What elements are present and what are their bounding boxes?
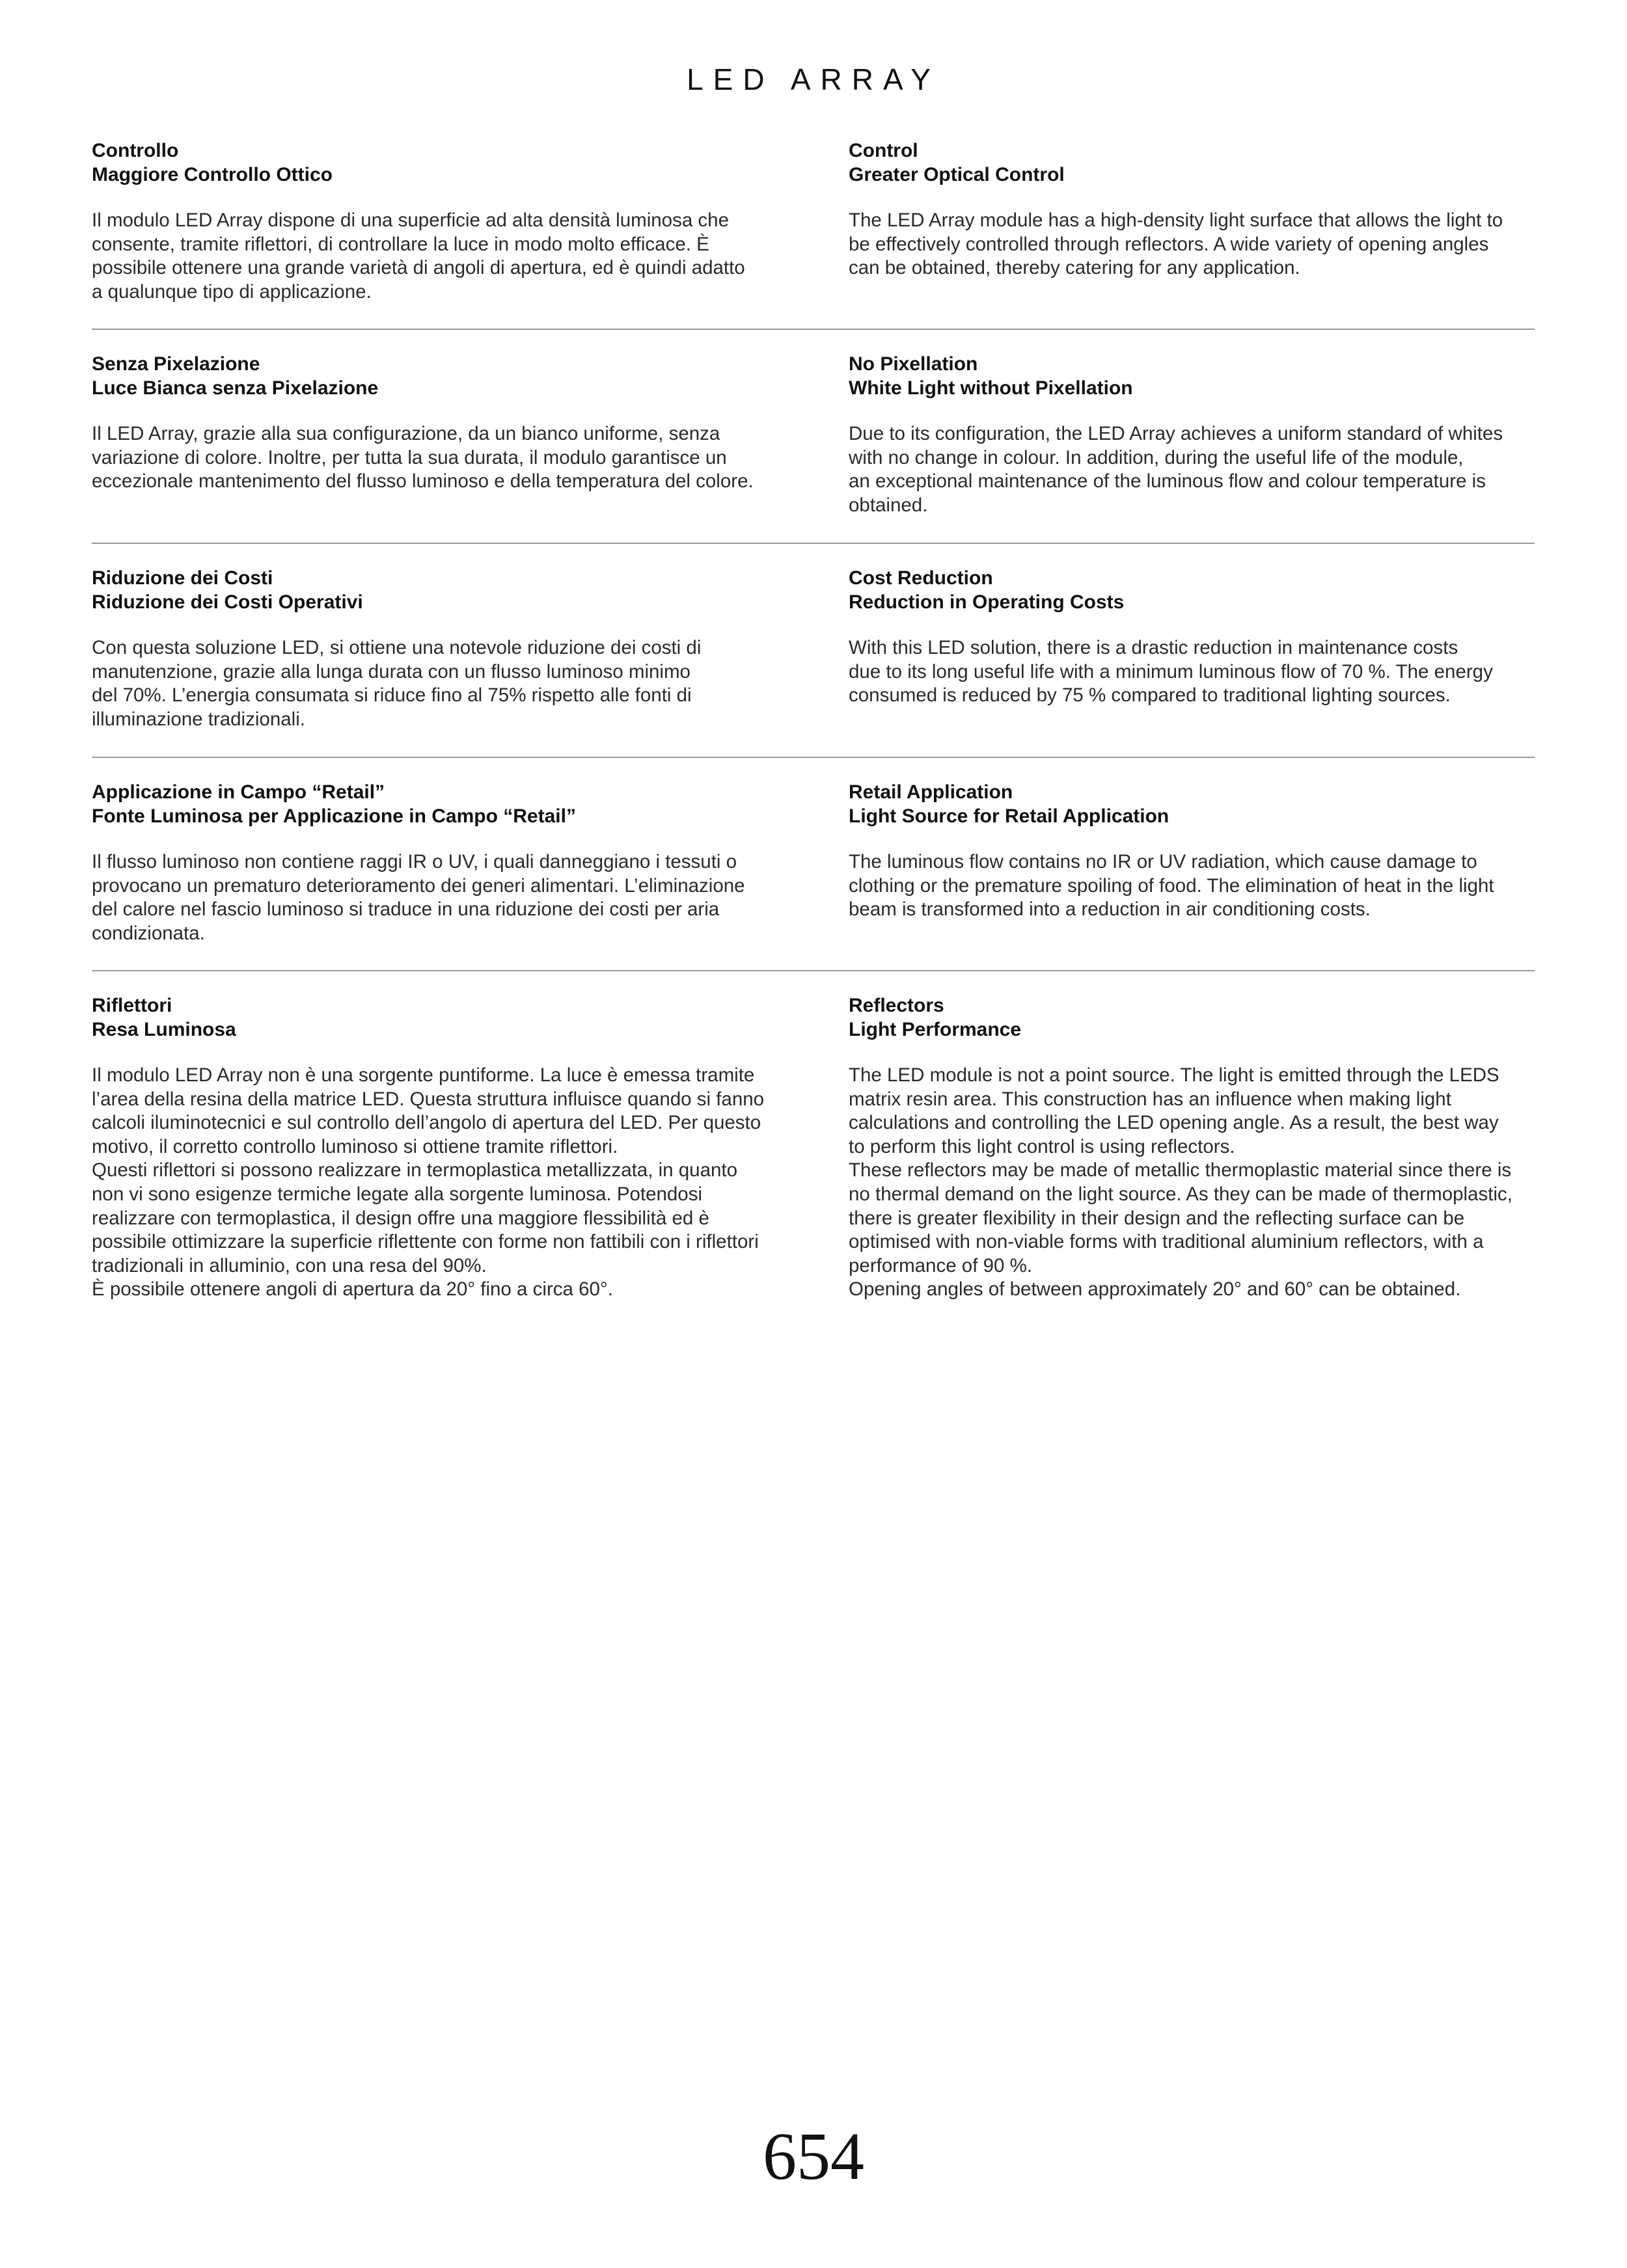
- section-heading: Applicazione in Campo “Retail”: [92, 781, 385, 803]
- section-subheading: Resa Luminosa: [92, 1019, 236, 1040]
- section-heading: Riduzione dei Costi: [92, 567, 273, 589]
- page-number: 654: [763, 2119, 864, 2194]
- section-body: The LED Array module has a high-density light surface that allows the light to be effectively controlled through reflectors. A wide variety of opening angles can be obtained, thereby catering for any application.: [849, 209, 1503, 279]
- column-english: [849, 139, 1532, 280]
- section-heading: Reflectors: [849, 995, 944, 1016]
- section-body: Il modulo LED Array dispone di una superficie ad alta densità luminosa che consente, tramite riflettori, di controllare la luce in modo molto efficace. È possibile ottenere una grande varietà di angoli di apertura, ed è quindi adatto a qualunque tipo di applicazione.: [92, 209, 745, 303]
- section-subheading: Light Source for Retail Application: [849, 805, 1169, 827]
- section-heading: Riflettori: [92, 995, 172, 1016]
- column-english: [849, 352, 1532, 517]
- section-heading: Controllo: [92, 140, 179, 161]
- column-italian: [92, 352, 775, 494]
- column-english: [849, 566, 1532, 708]
- section-body: Il flusso luminoso non contiene raggi IR o UV, i quali danneggiano i tessuti o provocano un prematuro deterioramento dei generi alimentari. L’eliminazione del calore nel fascio luminoso si traduce in una riduzione dei costi per aria condizionata.: [92, 851, 745, 944]
- column-italian: [92, 780, 775, 945]
- section-body: Con questa soluzione LED, si ottiene una notevole riduzione dei costi di manutenzione, grazie alla lunga durata con un flusso luminoso minimo del 70%. L’energia consumata si riduce fino al 75% rispetto alle fonti di illuminazione tradizionali.: [92, 637, 702, 730]
- section-divider: [92, 543, 1535, 544]
- section-subheading: Maggiore Controllo Ottico: [92, 164, 333, 185]
- column-italian: [92, 993, 775, 1302]
- section-body: Due to its configuration, the LED Array achieves a uniform standard of whites with no change in colour. In addition, during the useful life of the module, an exceptional maintenance of the luminous flow and colour temperature is obtained.: [849, 423, 1503, 516]
- section-body: Il LED Array, grazie alla sua configurazione, da un bianco uniforme, senza variazione di colore. Inoltre, per tutta la sua durata, il modulo garantisce un eccezionale mantenimento del flusso luminoso e della temperatura del colore.: [92, 423, 754, 493]
- section-body: The luminous flow contains no IR or UV radiation, which cause damage to clothing or the premature spoiling of food. The elimination of heat in the light beam is transformed into a reduction in air conditioning costs.: [849, 851, 1494, 921]
- section-heading: No Pixellation: [849, 353, 978, 375]
- section-heading: Cost Reduction: [849, 567, 993, 589]
- section-subheading: Reduction in Operating Costs: [849, 591, 1125, 613]
- section-body: With this LED solution, there is a drastic reduction in maintenance costs due to its long useful life with a minimum luminous flow of 70 %. The energy consumed is reduced by 75 % compared to traditional lighting sources.: [849, 637, 1493, 707]
- section-divider: [92, 757, 1535, 758]
- section-subheading: Luce Bianca senza Pixelazione: [92, 377, 379, 399]
- section-subheading: Greater Optical Control: [849, 164, 1065, 185]
- section-divider: [92, 329, 1535, 330]
- column-italian: [92, 566, 775, 731]
- section-heading: Senza Pixelazione: [92, 353, 260, 375]
- section-heading: Retail Application: [849, 781, 1013, 803]
- section-heading: Control: [849, 140, 918, 161]
- section-subheading: White Light without Pixellation: [849, 377, 1133, 399]
- column-english: [849, 780, 1532, 922]
- column-english: [849, 993, 1532, 1302]
- section-subheading: Fonte Luminosa per Applicazione in Campo “Retail”: [92, 805, 576, 827]
- page-title: LED ARRAY: [687, 62, 940, 96]
- section-body: The LED module is not a point source. The light is emitted through the LEDS matrix resin area. This construction has an influence when making light calculations and controlling the LED opening angle. As a result, the best way to perform this light control is using reflectors. These reflectors may be made of metallic thermoplastic material since there is no thermal demand on the light source. As they can be made of thermoplastic, there is greater flexibility in their design and the reflecting surface can be optimised with non-viable forms with traditional aluminium reflectors, with a performance of 90 %. Opening angles of between approximately 20° and 60° can be obtained.: [849, 1064, 1512, 1301]
- section-body: Il modulo LED Array non è una sorgente puntiforme. La luce è emessa tramite l’area della resina della matrice LED. Questa struttura influisce quando si fanno calcoli iluminotecnici e sul controllo dell’angolo di apertura del LED. Per questo motivo, il corretto controllo luminoso si ottiene tramite riflettori. Questi riflettori si possono realizzare in termoplastica metallizzata, in quanto non vi sono esigenze termiche legate alla sorgente luminosa. Potendosi realizzare con termoplastica, il design offre una maggiore flessibilità ed è possibile ottimizzare la superficie riflettente con forme non fattibili con i riflettori tradizionali in alluminio, con una resa del 90%. È possibile ottenere angoli di apertura da 20° fino a circa 60°.: [92, 1064, 765, 1301]
- section-subheading: Light Performance: [849, 1019, 1022, 1040]
- section-divider: [92, 970, 1535, 971]
- section-subheading: Riduzione dei Costi Operativi: [92, 591, 363, 613]
- column-italian: [92, 139, 775, 304]
